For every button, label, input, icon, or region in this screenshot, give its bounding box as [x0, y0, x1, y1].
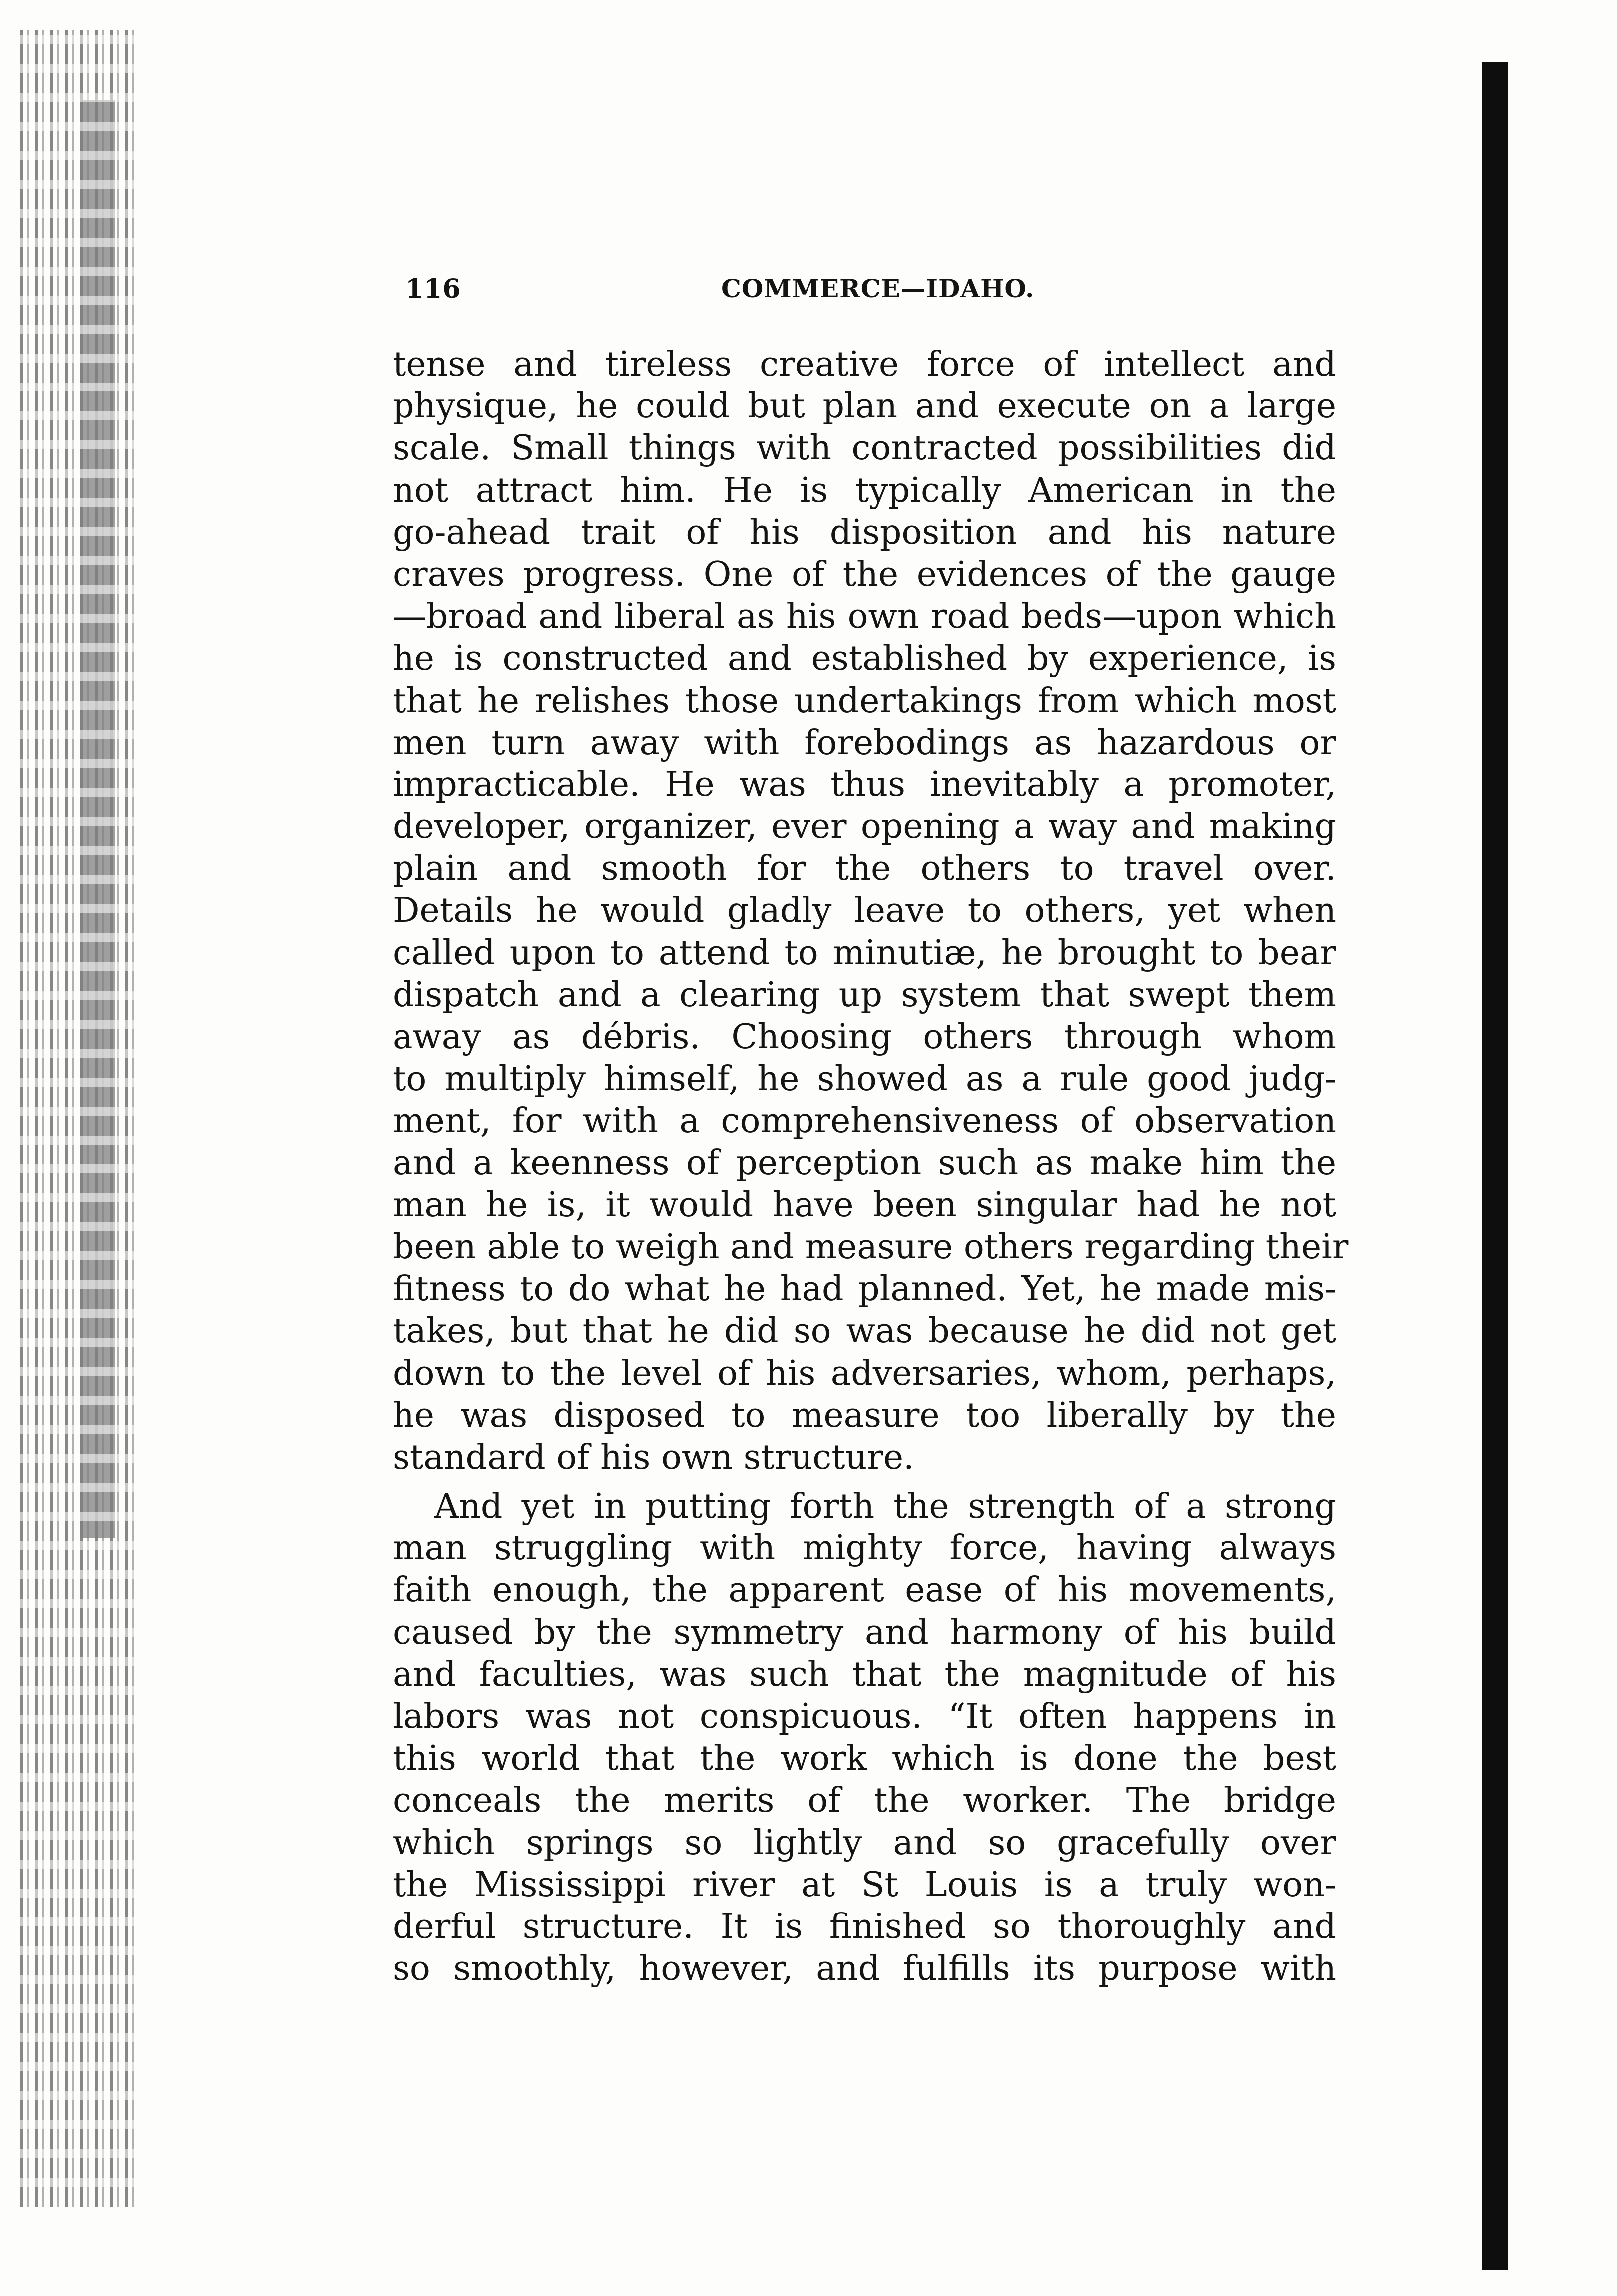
text-line: faith enough, the apparent ease of his movements,	[393, 1570, 1336, 1610]
text-line: men turn away with forebodings as hazardous or	[393, 723, 1336, 763]
text-line: he is constructed and established by experience, is	[393, 639, 1336, 679]
text-line: dispatch and a clearing up system that swept them	[393, 975, 1336, 1015]
paragraph	[393, 344, 1349, 1479]
text-line: standard of his own structure.	[393, 1437, 914, 1477]
text-line: conceals the merits of the worker. The bridge	[393, 1781, 1336, 1821]
text-line: been able to weigh and measure others regarding their	[393, 1227, 1349, 1267]
text-line: physique, he could but plan and execute on a large	[393, 386, 1336, 426]
text-line: tense and tireless creative force of intellect and	[393, 345, 1336, 384]
page-edge-shadow	[1482, 62, 1508, 2270]
text-line: away as débris. Choosing others through whom	[393, 1017, 1336, 1057]
text-line: ment, for with a comprehensiveness of observation	[393, 1101, 1336, 1141]
running-head: COMMERCE—IDAHO.	[721, 274, 1035, 303]
text-line: impracticable. He was thus inevitably a promoter,	[393, 765, 1336, 804]
page-number: 116	[405, 274, 461, 304]
paragraph	[393, 1486, 1336, 1990]
text-line: to multiply himself, he showed as a rule good judg-	[393, 1059, 1336, 1099]
text-line: he was disposed to measure too liberally by the	[393, 1395, 1336, 1435]
text-line: so smoothly, however, and fulfills its purpose with	[393, 1949, 1336, 1989]
paragraph-gap	[393, 1479, 1336, 1486]
text-line: derful structure. It is finished so thoroughly and	[393, 1907, 1336, 1946]
text-line: caused by the symmetry and harmony of his build	[393, 1612, 1336, 1652]
text-line: Details he would gladly leave to others, yet when	[393, 891, 1336, 931]
text-line: and faculties, was such that the magnitude of his	[393, 1654, 1336, 1694]
text-line: labors was not conspicuous. “It often happens in	[393, 1697, 1336, 1736]
page-header	[405, 274, 1045, 314]
text-line: not attract him. He is typically American in the	[393, 470, 1336, 510]
text-line: this world that the work which is done the best	[393, 1739, 1336, 1779]
scan-gutter-noise	[20, 30, 135, 2207]
text-line: craves progress. One of the evidences of the gauge	[393, 554, 1336, 594]
text-line: man he is, it would have been singular had he not	[393, 1185, 1336, 1225]
text-line: fitness to do what he had planned. Yet, he made mis-	[393, 1269, 1336, 1309]
text-line: takes, but that he did so was because he did not get	[393, 1311, 1336, 1351]
body-text	[393, 344, 1349, 1990]
text-line: scale. Small things with contracted possibilities did	[393, 428, 1336, 468]
text-line: man struggling with mighty force, having always	[393, 1529, 1336, 1568]
text-line: developer, organizer, ever opening a way and making	[393, 807, 1336, 847]
text-line: the Mississippi river at St Louis is a truly won-	[393, 1865, 1336, 1905]
text-line: go-ahead trait of his disposition and his nature	[393, 512, 1336, 552]
text-line: called upon to attend to minutiæ, he brought to bear	[393, 933, 1336, 973]
text-line: —broad and liberal as his own road beds—upon which	[393, 597, 1336, 637]
text-line: which springs so lightly and so gracefully over	[393, 1823, 1336, 1863]
text-line: down to the level of his adversaries, whom, perhaps,	[393, 1353, 1336, 1393]
text-line: and a keenness of perception such as make him the	[393, 1143, 1336, 1183]
text-line: And yet in putting forth the strength of a strong	[434, 1487, 1336, 1527]
text-line: that he relishes those undertakings from which most	[393, 681, 1336, 721]
text-line: plain and smooth for the others to travel over.	[393, 849, 1336, 889]
